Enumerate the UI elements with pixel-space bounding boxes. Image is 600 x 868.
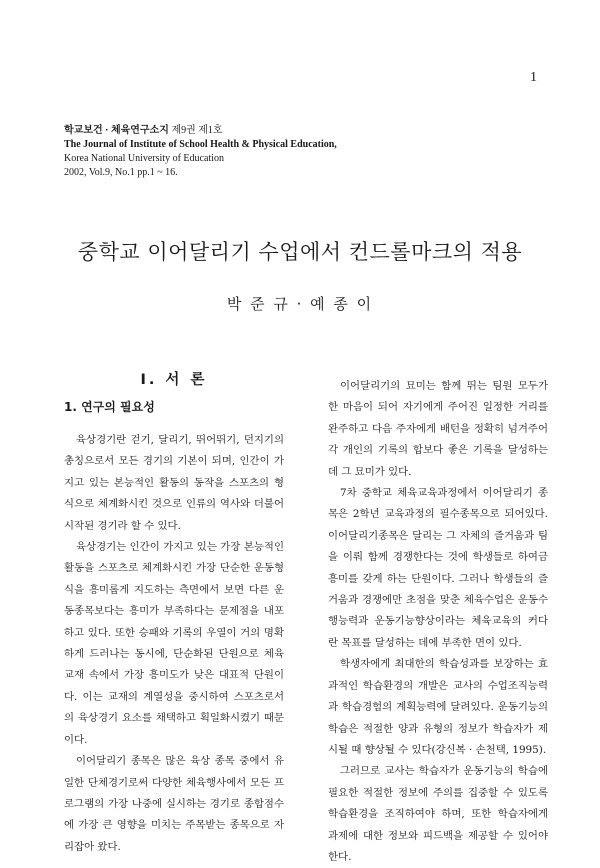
journal-name-english: The Journal of Institute of School Health & Physical Education, xyxy=(64,139,337,150)
paper-title: 중학교 이어달리기 수업에서 컨드롤마크의 적용 xyxy=(77,240,523,264)
subsection-heading-necessity: 1. 연구의 필요성 xyxy=(64,400,155,414)
right-paragraph: 그러므로 교사는 학습자가 운동기능의 학습에 필요한 적절한 정보에 주의를 집중할 수 있도록 학습환경을 조직하여야 하며, 또한 학습자에게 과제에 대한 정보와 피드백을 제공할 수 있어야 한다. xyxy=(328,765,548,863)
journal-institution: Korea National University of Education xyxy=(64,153,224,164)
journal-line-1 xyxy=(64,124,484,138)
journal-volume-korean: 제9권 제1호 xyxy=(168,125,223,136)
paper-authors: 박 준 규 · 예 종 이 xyxy=(226,295,374,313)
journal-info xyxy=(64,124,484,180)
section-heading-introduction: I. 서 론 xyxy=(140,372,208,388)
right-column xyxy=(328,376,548,868)
page-number: 1 xyxy=(530,70,537,85)
journal-citation: 2002, Vol.9, No.1 pp.1 ~ 16. xyxy=(64,167,178,178)
journal-name-korean: 학교보건 · 체육연구소지 xyxy=(64,125,169,136)
left-paragraph: 육상경기는 인간이 가지고 있는 가장 본능적인 활동을 스포츠로 체계화시킨 가장 단순한 운동형식을 흥미롭게 지도하는 측면에서 보면 다른 운동종목보다는 흥미가 부족하다는 문제점을 내포하고 있다. 또한 승패와 기록의 우열이 거의 명확하게 드러나는 동시에, 단순화된 단원으로 체육교재 속에서 가장 흥미도가 낮은 대표적 단원이다. 이는 교재의 계열성을 중시하여 스포츠로서의 육상경기 요소를 채택하고 획일화시켰기 때문이다. xyxy=(64,541,284,746)
right-paragraph: 학생자에게 최대한의 학습성과를 보장하는 효과적인 학습환경의 개발은 교사의 수업조직능력과 학습경험의 계획능력에 달려있다. 운동기능의 학습은 적절한 양과 유형의 정보가 학습자가 제시될 때 향상될 수 있다(강신복 · 손천택, 1995). xyxy=(328,658,548,756)
right-paragraph: 이어달리기의 묘미는 함께 뛰는 팀원 모두가 한 마음이 되어 자기에게 주어진 일정한 거리를 완주하고 다음 주자에게 배턴을 정확히 넘겨주어 각 개인의 기록의 합보다 좋은 기록을 달성하는 데 그 묘미가 있다. xyxy=(328,380,548,478)
left-paragraph: 이어달리기 종목은 많은 육상 종목 중에서 유일한 단체경기로써 다양한 체육행사에서 모든 프로그램의 가장 나중에 실시하는 경기로 종합점수에 가장 큰 영향을 미치는 주목받는 종목으로 자리잡아 왔다. xyxy=(64,755,284,853)
left-paragraph: 육상경기란 걷기, 달리기, 뛰어뛰기, 던지기의 총칭으로서 모든 경기의 기본이 되며, 인간이 가지고 있는 본능적인 활동의 동작을 스포츠의 형식으로 체계화시킨 것으로 인류의 역사와 더불어 시작된 경기라 할 수 있다. xyxy=(64,434,284,532)
left-column xyxy=(64,370,284,858)
right-paragraph: 7차 중학교 체육교육과정에서 이어달리기 종목은 2학년 교육과정의 필수종목으로 되어있다. 이어달리기종목은 달리는 그 자체의 즐거움과 팀을 이뤄 함께 경쟁한다는 것에 학생들로 하여금 흥미를 갖게 하는 단원이다. 그러나 학생들의 즐거움과 경쟁에만 초점을 맞춘 체육수업은 운동수행능력과 운동기능향상이라는 체육교육의 커다란 목표를 달성하는 데에 부족한 면이 있다. xyxy=(328,487,548,649)
